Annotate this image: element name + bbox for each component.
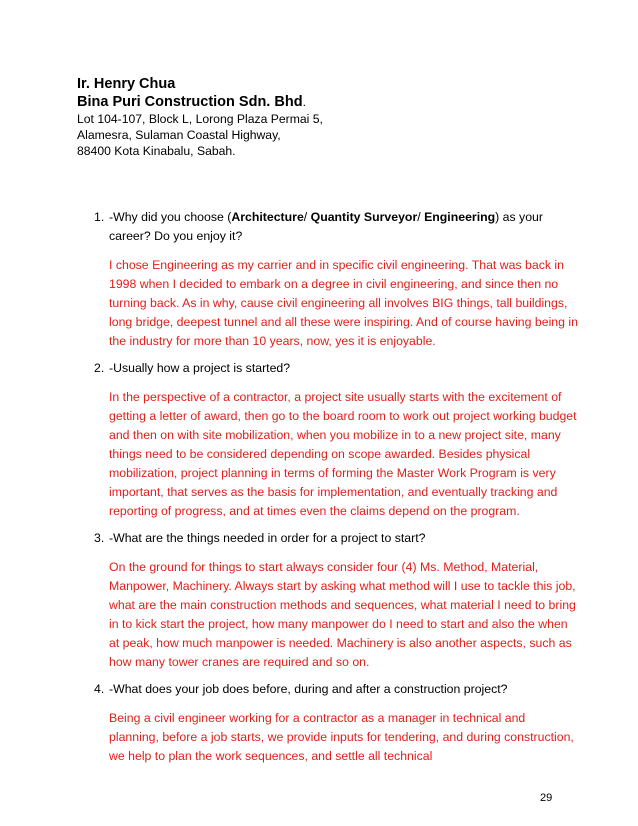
address-line-1: Lot 104-107, Block L, Lorong Plaza Permai 5, — [77, 112, 323, 126]
answer-4: Being a civil engineer working for a contractor as a manager in technical and planning, before a job starts, we provide inputs for tendering, and during construction, we help to plan the work sequences, and settle all technical — [109, 711, 574, 763]
company-suffix: . — [302, 95, 306, 109]
question-text: -Usually how a project is started? — [109, 361, 291, 375]
question-number: 3. — [94, 531, 105, 545]
question-text: -What are the things needed in order for a project to start? — [109, 531, 426, 545]
contact-name: Ir. Henry Chua — [77, 76, 176, 92]
company-name: Bina Puri Construction Sdn. Bhd — [77, 94, 303, 110]
question-number: 2. — [94, 361, 105, 375]
qa-item-1 — [78, 208, 578, 351]
address-block — [77, 76, 577, 159]
question-3 — [78, 529, 578, 548]
address-line-3: 88400 Kota Kinabalu, Sabah. — [77, 144, 236, 158]
question-4 — [78, 680, 578, 699]
question-option-quantity-surveyor: Quantity Surveyor — [310, 210, 418, 224]
page-number: 29 — [540, 792, 553, 804]
question-text: -What does your job does before, during and after a construction project? — [109, 682, 508, 696]
qa-list — [78, 208, 578, 766]
qa-item-4 — [78, 680, 578, 766]
question-option-engineering: Engineering — [424, 210, 496, 224]
answer-2: In the perspective of a contractor, a project site usually starts with the excitement of getting a letter of award, then go to the board room to work out project working budget and then on with site mobilization, when you mobilize in to a new project site, many things need to be considered depending on scope awarded. Besides physical mobilization, project planning in terms of forming the Master Work Program is very important, that serves as the basis for implementation, and eventually tracking and reporting of progress, and at times even the claims depend on the program. — [109, 390, 577, 518]
question-2 — [78, 359, 578, 378]
answer-1: I chose Engineering as my carrier and in specific civil engineering. That was back in 1998 when I decided to embark on a degree in civil engineering, and since then no turning back. As in why, cause civil engineering all involves BIG things, tall buildings, long bridge, deepest tunnel and all these were inspiring. And of course having being in the industry for more than 10 years, now, yes it is enjoyable. — [109, 258, 578, 348]
question-1 — [78, 208, 578, 246]
question-text-part: / — [417, 210, 425, 224]
question-text-part: ) as your career? Do you enjoy it? — [109, 210, 543, 243]
answer-3: On the ground for things to start always consider four (4) Ms. Method, Material, Manpower, Machinery. Always start by asking what method will I use to tackle this job, what are the main construction methods and sequences, what material I need to bring in to kick start the project, how many manpower do I need to start and also the when at peak, how much manpower is needed. Machinery is also another aspects, such as how many tower cranes are required and so on. — [109, 560, 576, 669]
question-number: 4. — [94, 682, 105, 696]
qa-item-3 — [78, 529, 578, 672]
qa-item-2 — [78, 359, 578, 521]
address-line-2: Alamesra, Sulaman Coastal Highway, — [77, 128, 281, 142]
question-text-part: / — [303, 210, 311, 224]
company-line — [77, 93, 577, 111]
question-text-part: -Why did you choose ( — [109, 210, 232, 224]
question-number: 1. — [94, 210, 105, 224]
question-option-architecture: Architecture — [231, 210, 304, 224]
